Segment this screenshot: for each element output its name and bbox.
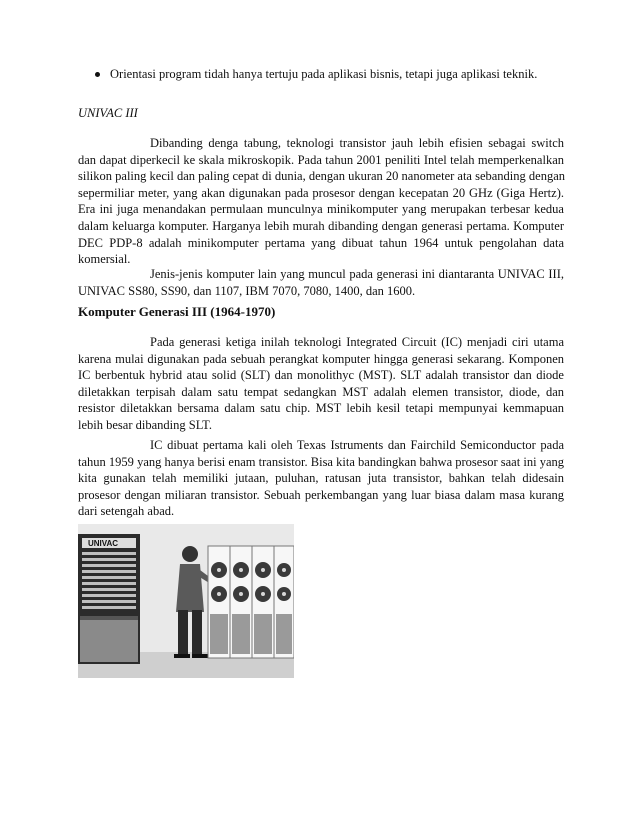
text-line: resistor diletakkan bersama dalam satu chip. MST lebih kesil tetapi mempunyai kemmapuan [78,401,564,416]
text-line: DEC PDP-8 adalah minikomputer pertama yang dibuat tahun 1964 untuk pengolahan data [78,235,564,250]
text-line: Dibanding denga tabung, teknologi transistor jauh lebih efisien sebagai switch [150,136,564,150]
text-line: diletakkan terpisah dalam satu tempat sedangkan MST adalah elemen transistor, diode, dan [78,384,564,399]
text-line: IC berbentuk hybrid atau solid (SLT) dan monolithyc (MST). SLT adalah transistor dan diode [78,368,564,383]
text-line: silikon paling kecil dan paling cepat di dunia, dengan ukuran 20 nanometer ata sebanding dengan [78,169,566,184]
text-line: UNIVAC SS80, SS90, dan 1107, IBM 7070, 7080, 1400, dan 1600. [78,283,416,298]
text-line: lebih besar dibanding SLT. [78,417,213,432]
text-line: dalam keluarga komputer. Harganya lebih murah dibanding dengan generasi pertama. Komputer [78,218,564,233]
univac-photo-illustration [78,524,294,678]
console-label: UNIVAC [88,539,119,548]
text-line: sepermiliar meter, yang akan digunakan pada prosesor dengan kecepatan 20 GHz (Giga Hertz). [78,185,564,200]
bullet-item [95,67,537,82]
text-line: dari setengah abad. [78,504,175,519]
bullet-text: Orientasi program tidah hanya tertuju pada aplikasi bisnis, tetapi juga aplikasi teknik. [110,67,538,81]
text-line: Era ini juga menandakan permulaan munculnya minikomputer yang merupakan terbesar kedua [78,202,564,217]
text-line: Pada generasi ketiga inilah teknologi Integrated Circuit (IC) menjadi ciri utama [150,335,564,349]
text-line: komersial. [78,252,131,267]
text-line: tahun 1959 yang hanya berisi enam transistor. Bisa kita bandingkan bahwa prosesor saat ini yang [78,454,564,469]
text-line: prosesor dengan miliaran transistor. Sebuah perkembangan yang luar biasa dalam masa kurang [78,487,564,502]
text-line: dan dapat diperkecil ke skala mikroskopik. Pada tahun 2001 peniliti Intel telah memperkenalkan [78,152,564,167]
text-line: kita gunakan telah memiliki jutaan, puluhan, ratusan juta transistor, bahkan telah didesain [78,471,564,486]
paragraph-jenis-komputer [78,266,564,299]
paragraph-ic-history [78,437,564,520]
bullet-icon [95,72,100,77]
heading-generasi-iii: Komputer Generasi III (1964-1970) [78,304,276,319]
text-line: karena mulai digunakan pada sebuah perangkat komputer hingga generasi sekarang. Komponen [78,351,564,366]
univac-photo [78,524,294,678]
paragraph-integrated-circuit [78,334,564,434]
paragraph-transistor [78,135,564,268]
text-line: IC dibuat pertama kali oleh Texas Istruments dan Fairchild Semiconductor pada [150,438,564,452]
heading-univac: UNIVAC III [78,106,138,120]
text-line: Jenis-jenis komputer lain yang muncul pada generasi ini diantaranta UNIVAC III, [150,267,564,281]
